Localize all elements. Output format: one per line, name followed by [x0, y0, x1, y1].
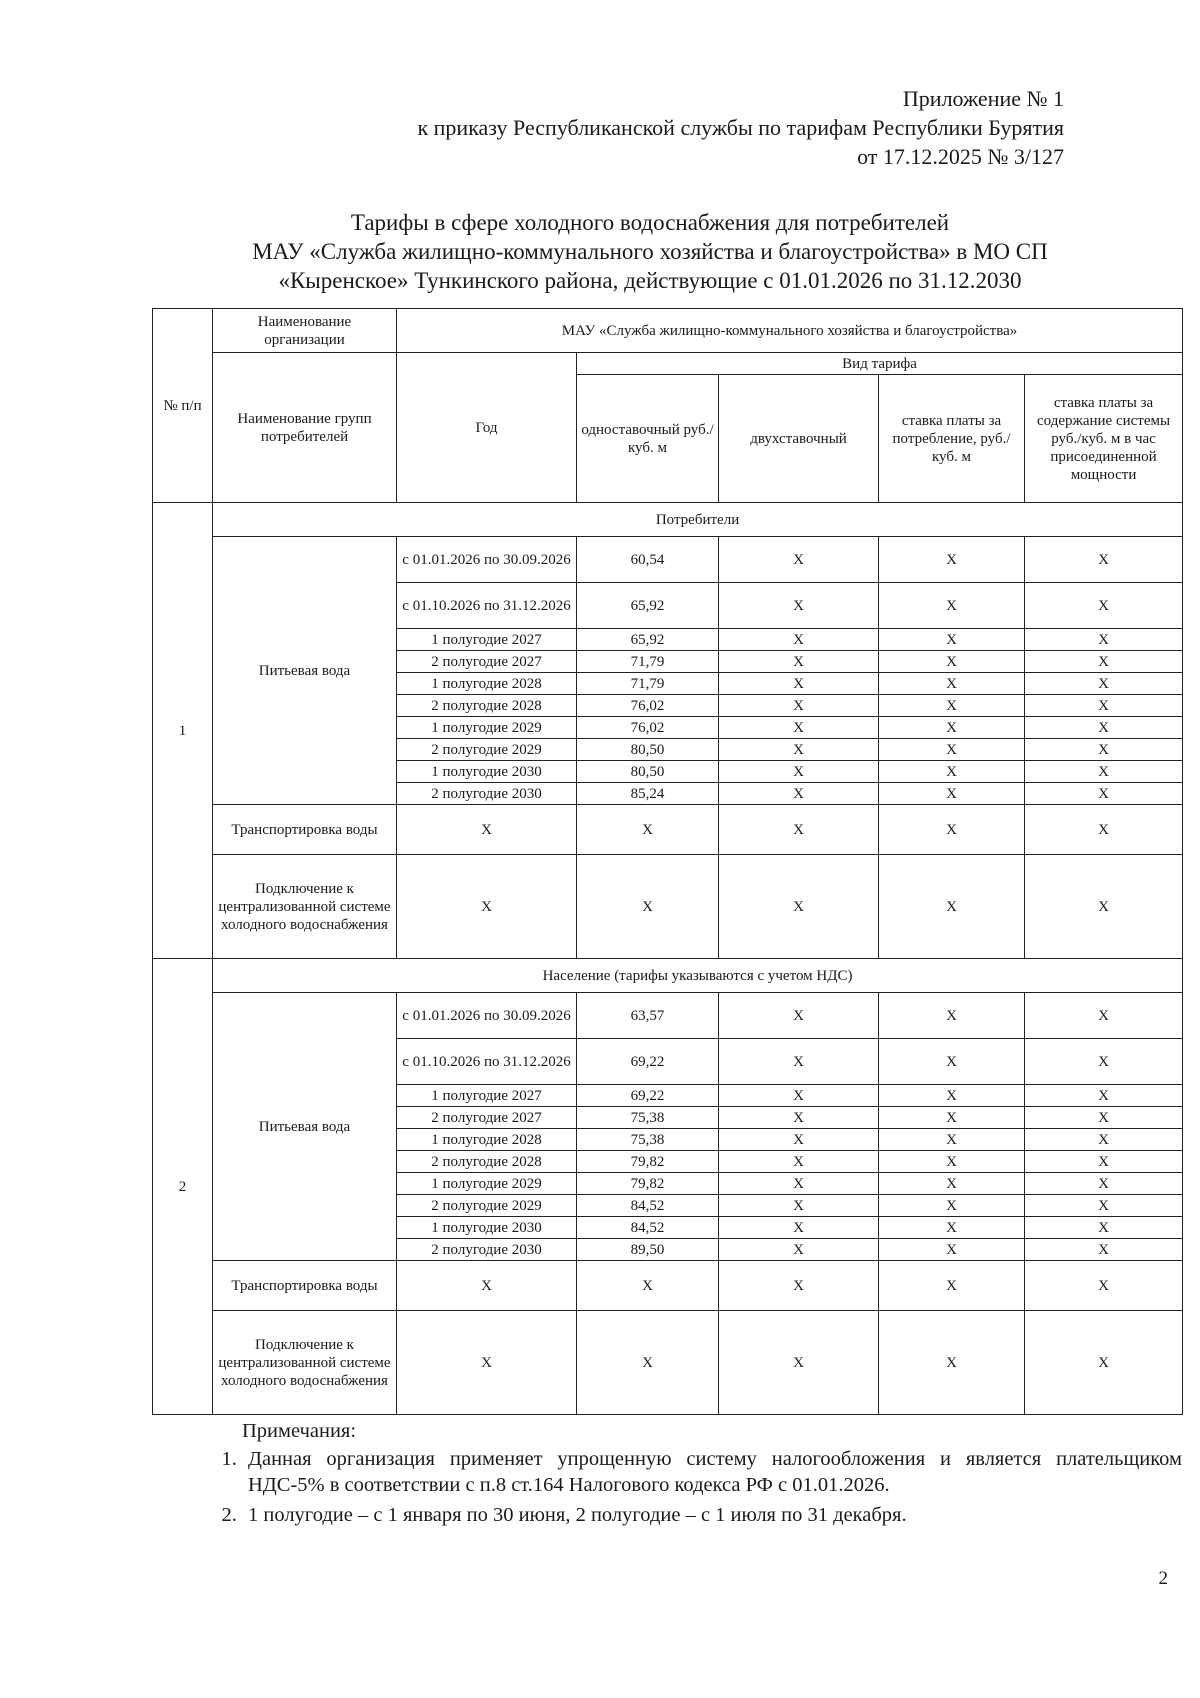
single-rate-value: 79,82 — [577, 1173, 719, 1195]
x-mark: X — [1025, 583, 1183, 629]
x-mark: X — [879, 1311, 1025, 1415]
single-rate-value: 71,79 — [577, 673, 719, 695]
tariff-row — [153, 537, 1183, 583]
period-cell: 2 полугодие 2029 — [397, 739, 577, 761]
annex-line-3: от 17.12.2025 № 3/127 — [857, 144, 1064, 169]
single-rate-value: 76,02 — [577, 717, 719, 739]
x-mark: X — [397, 1311, 577, 1415]
notes — [205, 1418, 1182, 1532]
period-cell: 1 полугодие 2027 — [397, 629, 577, 651]
section-title: Население (тарифы указываются с учетом НДС) — [213, 959, 1183, 993]
section-title-row — [153, 503, 1183, 537]
header-two-rate: двухставочный — [719, 375, 879, 503]
transport-row — [153, 805, 1183, 855]
x-mark: X — [879, 1151, 1025, 1173]
tariff-table — [152, 308, 1183, 1415]
document-title — [170, 208, 1130, 295]
section-title: Потребители — [213, 503, 1183, 537]
x-mark: X — [719, 783, 879, 805]
group-drinking-water: Питьевая вода — [213, 993, 397, 1261]
title-line-2: МАУ «Служба жилищно-коммунального хозяйства и благоустройства» в МО СП — [252, 239, 1048, 264]
x-mark: X — [879, 1173, 1025, 1195]
header-num: № п/п — [153, 309, 213, 503]
x-mark: X — [719, 629, 879, 651]
header-org-label: Наименование организации — [213, 309, 397, 353]
x-mark: X — [1025, 717, 1183, 739]
period-cell: 2 полугодие 2028 — [397, 695, 577, 717]
period-cell: 2 полугодие 2030 — [397, 1239, 577, 1261]
period-cell: с 01.10.2026 по 31.12.2026 — [397, 583, 577, 629]
header-group: Наименование групп потребителей — [213, 353, 397, 503]
period-cell: 1 полугодие 2030 — [397, 1217, 577, 1239]
period-cell: с 01.01.2026 по 30.09.2026 — [397, 537, 577, 583]
period-cell: 1 полугодие 2030 — [397, 761, 577, 783]
x-mark: X — [1025, 855, 1183, 959]
x-mark: X — [1025, 695, 1183, 717]
period-cell: 1 полугодие 2028 — [397, 1129, 577, 1151]
x-mark: X — [879, 673, 1025, 695]
single-rate-value: 75,38 — [577, 1129, 719, 1151]
single-rate-value: 89,50 — [577, 1239, 719, 1261]
x-mark: X — [719, 1239, 879, 1261]
period-cell: 2 полугодие 2028 — [397, 1151, 577, 1173]
single-rate-value: 63,57 — [577, 993, 719, 1039]
x-mark: X — [1025, 739, 1183, 761]
group-connection: Подключение к централизованной системе холодного водоснабжения — [213, 1311, 397, 1415]
annex-line-2: к приказу Республиканской службы по тарифам Республики Бурятия — [417, 115, 1064, 140]
x-mark: X — [719, 1173, 879, 1195]
x-mark: X — [879, 761, 1025, 783]
x-mark: X — [719, 805, 879, 855]
x-mark: X — [879, 537, 1025, 583]
single-rate-value: 79,82 — [577, 1151, 719, 1173]
title-line-1: Тарифы в сфере холодного водоснабжения для потребителей — [350, 210, 950, 235]
x-mark: X — [879, 1107, 1025, 1129]
period-cell: 2 полугодие 2029 — [397, 1195, 577, 1217]
connection-row — [153, 855, 1183, 959]
x-mark: X — [879, 651, 1025, 673]
notes-heading: Примечания: — [242, 1420, 357, 1442]
x-mark: X — [1025, 1107, 1183, 1129]
x-mark: X — [719, 1039, 879, 1085]
title-line-3: «Кыренское» Тункинского района, действующие с 01.01.2026 по 31.12.2030 — [278, 268, 1022, 293]
x-mark: X — [879, 583, 1025, 629]
x-mark: X — [397, 855, 577, 959]
header-maintenance-rate: ставка платы за содержание системы руб./куб. м в час присоединенной мощности — [1025, 375, 1183, 503]
group-connection: Подключение к централизованной системе холодного водоснабжения — [213, 855, 397, 959]
x-mark: X — [879, 717, 1025, 739]
note-item: 2. 1 полугодие – с 1 января по 30 июня, 2 полугодие – с 1 июля по 31 декабря. — [242, 1502, 1182, 1528]
header-row-type — [153, 353, 1183, 375]
x-mark: X — [719, 695, 879, 717]
x-mark: X — [577, 1311, 719, 1415]
x-mark: X — [1025, 1217, 1183, 1239]
x-mark: X — [1025, 805, 1183, 855]
x-mark: X — [1025, 629, 1183, 651]
period-cell: с 01.10.2026 по 31.12.2026 — [397, 1039, 577, 1085]
x-mark: X — [719, 739, 879, 761]
notes-list — [205, 1446, 1182, 1528]
x-mark: X — [879, 1129, 1025, 1151]
header-org-value: МАУ «Служба жилищно-коммунального хозяйства и благоустройства» — [397, 309, 1183, 353]
period-cell: 2 полугодие 2030 — [397, 783, 577, 805]
x-mark: X — [1025, 1039, 1183, 1085]
single-rate-value: 85,24 — [577, 783, 719, 805]
x-mark: X — [879, 783, 1025, 805]
header-year: Год — [397, 353, 577, 503]
tariff-row — [153, 993, 1183, 1039]
single-rate-value: 71,79 — [577, 651, 719, 673]
annex-header — [417, 84, 1064, 171]
single-rate-value: 80,50 — [577, 761, 719, 783]
period-cell: 2 полугодие 2027 — [397, 651, 577, 673]
x-mark: X — [719, 1151, 879, 1173]
x-mark: X — [719, 1195, 879, 1217]
group-transport: Транспортировка воды — [213, 1261, 397, 1311]
x-mark: X — [719, 1129, 879, 1151]
group-drinking-water: Питьевая вода — [213, 537, 397, 805]
x-mark: X — [879, 739, 1025, 761]
x-mark: X — [1025, 1195, 1183, 1217]
x-mark: X — [719, 761, 879, 783]
section-number: 2 — [153, 959, 213, 1415]
x-mark: X — [879, 805, 1025, 855]
single-rate-value: 60,54 — [577, 537, 719, 583]
x-mark: X — [1025, 761, 1183, 783]
x-mark: X — [719, 537, 879, 583]
x-mark: X — [1025, 1239, 1183, 1261]
period-cell: 1 полугодие 2027 — [397, 1085, 577, 1107]
period-cell: 1 полугодие 2029 — [397, 1173, 577, 1195]
x-mark: X — [879, 1195, 1025, 1217]
x-mark: X — [879, 1039, 1025, 1085]
period-cell: с 01.01.2026 по 30.09.2026 — [397, 993, 577, 1039]
x-mark: X — [879, 855, 1025, 959]
x-mark: X — [879, 695, 1025, 717]
x-mark: X — [879, 629, 1025, 651]
header-single-rate: одноставочный руб./ куб. м — [577, 375, 719, 503]
x-mark: X — [1025, 673, 1183, 695]
x-mark: X — [719, 717, 879, 739]
x-mark: X — [1025, 1261, 1183, 1311]
x-mark: X — [1025, 1129, 1183, 1151]
x-mark: X — [879, 1085, 1025, 1107]
transport-row — [153, 1261, 1183, 1311]
annex-line-1: Приложение № 1 — [902, 86, 1064, 111]
single-rate-value: 80,50 — [577, 739, 719, 761]
single-rate-value: 69,22 — [577, 1085, 719, 1107]
x-mark: X — [879, 1261, 1025, 1311]
x-mark: X — [1025, 783, 1183, 805]
single-rate-value: 76,02 — [577, 695, 719, 717]
single-rate-value: 84,52 — [577, 1195, 719, 1217]
x-mark: X — [719, 855, 879, 959]
period-cell: 2 полугодие 2027 — [397, 1107, 577, 1129]
single-rate-value: 65,92 — [577, 629, 719, 651]
x-mark: X — [577, 855, 719, 959]
section-number: 1 — [153, 503, 213, 959]
x-mark: X — [719, 651, 879, 673]
section-title-row — [153, 959, 1183, 993]
x-mark: X — [577, 805, 719, 855]
x-mark: X — [1025, 1173, 1183, 1195]
header-row-org — [153, 309, 1183, 353]
x-mark: X — [879, 993, 1025, 1039]
x-mark: X — [719, 1261, 879, 1311]
x-mark: X — [719, 1107, 879, 1129]
x-mark: X — [879, 1217, 1025, 1239]
x-mark: X — [719, 993, 879, 1039]
x-mark: X — [1025, 1085, 1183, 1107]
single-rate-value: 65,92 — [577, 583, 719, 629]
single-rate-value: 84,52 — [577, 1217, 719, 1239]
x-mark: X — [1025, 651, 1183, 673]
x-mark: X — [1025, 1151, 1183, 1173]
x-mark: X — [577, 1261, 719, 1311]
page-number: 2 — [1158, 1568, 1168, 1589]
period-cell: 1 полугодие 2028 — [397, 673, 577, 695]
period-cell: 1 полугодие 2029 — [397, 717, 577, 739]
x-mark: X — [719, 1217, 879, 1239]
x-mark: X — [397, 1261, 577, 1311]
group-transport: Транспортировка воды — [213, 805, 397, 855]
connection-row — [153, 1311, 1183, 1415]
x-mark: X — [719, 1311, 879, 1415]
x-mark: X — [719, 1085, 879, 1107]
x-mark: X — [1025, 537, 1183, 583]
header-tariff-type: Вид тарифа — [577, 353, 1183, 375]
x-mark: X — [879, 1239, 1025, 1261]
single-rate-value: 69,22 — [577, 1039, 719, 1085]
x-mark: X — [719, 673, 879, 695]
x-mark: X — [397, 805, 577, 855]
x-mark: X — [719, 583, 879, 629]
x-mark: X — [1025, 993, 1183, 1039]
single-rate-value: 75,38 — [577, 1107, 719, 1129]
header-consumption-rate: ставка платы за потребление, руб./ куб. м — [879, 375, 1025, 503]
x-mark: X — [1025, 1311, 1183, 1415]
note-item: 1. Данная организация применяет упрощенную систему налогообложения и является плательщиком НДС-5% в соответствии с п.8 ст.164 Налогового кодекса РФ с 01.01.2026. — [242, 1446, 1182, 1498]
